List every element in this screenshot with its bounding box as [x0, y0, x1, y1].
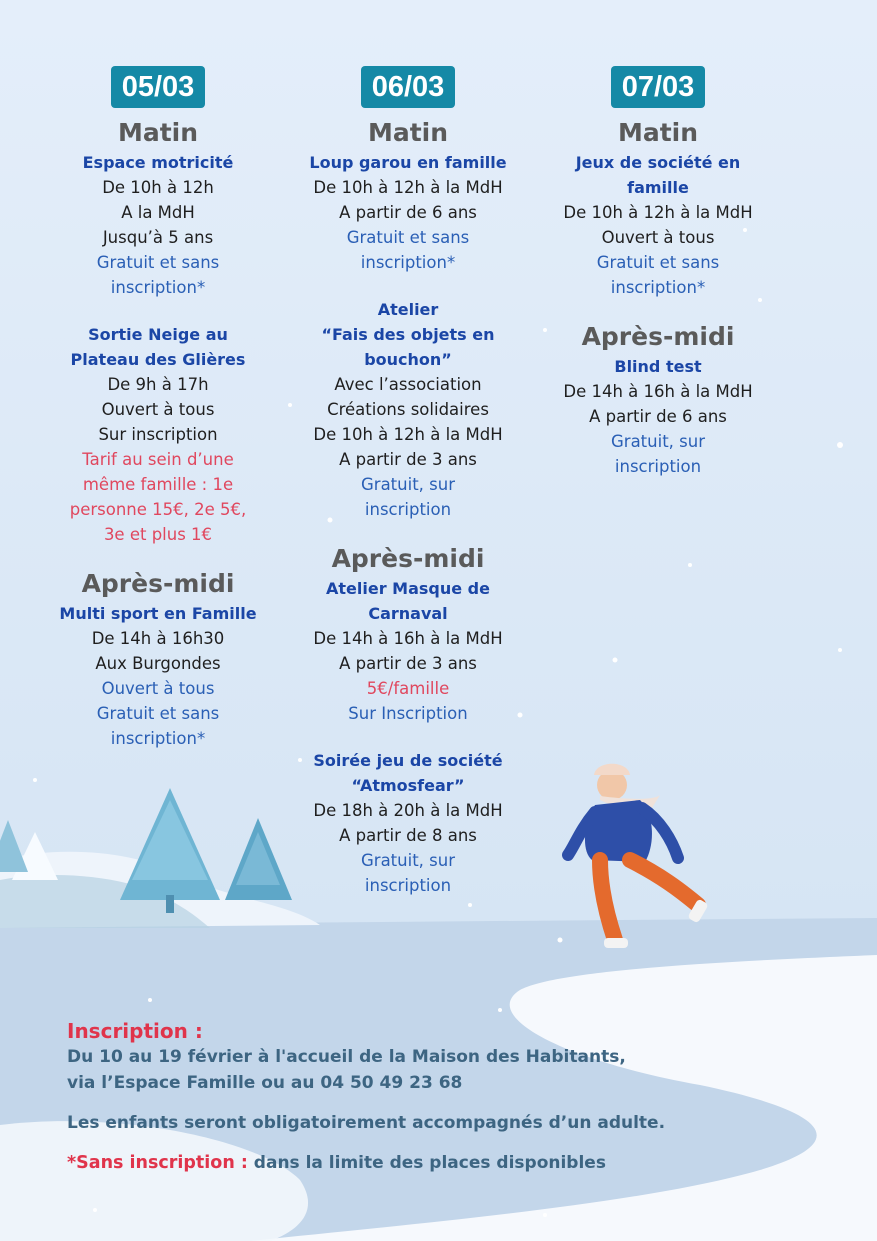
period-afternoon: Après-midi	[331, 544, 485, 573]
activity-age: Jusqu’à 5 ans	[102, 228, 214, 247]
activity-registration: Sur inscription	[98, 425, 218, 444]
activity-price: Gratuit et sans	[346, 228, 470, 247]
period-morning: Matin	[617, 118, 699, 147]
no-registration-label: *Sans inscription :	[67, 1153, 248, 1173]
inscription-dates: Du 10 au 19 février à l'accueil de la Maison des Habitants,	[67, 1047, 626, 1067]
activity-title: Multi sport en Famille	[59, 604, 257, 623]
activity-time: De 18h à 20h à la MdH	[313, 801, 503, 820]
activity-time: De 9h à 17h	[107, 375, 209, 394]
activity-espace-motricite	[38, 150, 278, 300]
activity-atelier-bouchon	[288, 297, 528, 522]
activity-registration: inscription	[614, 457, 702, 476]
activity-audience: Ouvert à tous	[101, 679, 215, 698]
activity-registration: inscription	[364, 876, 452, 895]
activity-price: Gratuit, sur	[361, 851, 455, 870]
activity-atmosfear	[288, 748, 528, 898]
activity-place: Aux Burgondes	[95, 654, 221, 673]
activity-price: 5€/famille	[366, 679, 450, 698]
activity-time: De 10h à 12h	[102, 178, 214, 197]
activity-price: Gratuit, sur	[361, 475, 455, 494]
activity-masque-carnaval	[288, 576, 528, 726]
activity-age: A partir de 6 ans	[589, 407, 727, 426]
activity-time: De 10h à 12h à la MdH	[563, 203, 753, 222]
activity-price: 3e et plus 1€	[103, 525, 213, 544]
activity-sortie-neige	[38, 322, 278, 547]
activity-blind-test	[538, 354, 778, 479]
activity-registration: inscription*	[110, 729, 206, 748]
activity-time: De 14h à 16h à la MdH	[313, 629, 503, 648]
activity-registration: inscription*	[110, 278, 206, 297]
activity-audience: Ouvert à tous	[101, 400, 215, 419]
no-registration-text: dans la limite des places disponibles	[253, 1153, 606, 1173]
activity-price: Gratuit et sans	[96, 704, 220, 723]
activity-partner: Avec l’association	[334, 375, 482, 394]
registration-info	[67, 1018, 847, 1176]
activity-time: De 10h à 12h à la MdH	[313, 425, 503, 444]
activity-title: Loup garou en famille	[309, 153, 507, 172]
activity-title: Sortie Neige au	[88, 325, 228, 344]
no-registration-note	[67, 1150, 847, 1176]
activity-title: Carnaval	[368, 604, 448, 623]
activity-price: même famille : 1e	[82, 475, 234, 494]
day-column-07-03	[538, 66, 778, 501]
accompany-note: Les enfants seront obligatoirement accompagnés d’un adulte.	[67, 1113, 666, 1133]
activity-title: Atelier	[377, 300, 439, 319]
activity-title: Espace motricité	[82, 153, 234, 172]
activity-jeux-societe	[538, 150, 778, 300]
day-column-05-03	[38, 66, 278, 773]
date-badge: 07/03	[611, 66, 706, 108]
activity-age: A partir de 3 ans	[339, 450, 477, 469]
day-column-06-03	[288, 66, 528, 920]
activity-age: A partir de 3 ans	[339, 654, 477, 673]
period-afternoon: Après-midi	[81, 569, 235, 598]
activity-title: “Fais des objets en	[321, 325, 495, 344]
period-morning: Matin	[367, 118, 449, 147]
date-badge: 06/03	[361, 66, 456, 108]
activity-age: A partir de 6 ans	[339, 203, 477, 222]
activity-title: Jeux de société en	[575, 153, 741, 172]
activity-title: bouchon”	[364, 350, 452, 369]
activity-price: Gratuit, sur	[611, 432, 705, 451]
activity-registration: inscription*	[610, 278, 706, 297]
activity-place: A la MdH	[121, 203, 195, 222]
activity-time: De 14h à 16h30	[91, 629, 225, 648]
activity-title: famille	[627, 178, 689, 197]
activity-title: Blind test	[614, 357, 702, 376]
activity-age: A partir de 8 ans	[339, 826, 477, 845]
inscription-contact: via l’Espace Famille ou au 04 50 49 23 68	[67, 1073, 463, 1093]
activity-audience: Ouvert à tous	[601, 228, 715, 247]
period-afternoon: Après-midi	[581, 322, 735, 351]
activity-title: Plateau des Glières	[70, 350, 246, 369]
date-badge: 05/03	[111, 66, 206, 108]
inscription-title: Inscription :	[67, 1019, 203, 1043]
activity-time: De 10h à 12h à la MdH	[313, 178, 503, 197]
activity-title: Atelier Masque de	[326, 579, 490, 598]
activity-price: personne 15€, 2e 5€,	[69, 500, 247, 519]
activity-registration: inscription	[364, 500, 452, 519]
activity-price: Tarif au sein d’une	[82, 450, 234, 469]
period-morning: Matin	[117, 118, 199, 147]
activity-multi-sport	[38, 601, 278, 751]
activity-title: “Atmosfear”	[351, 776, 465, 795]
activity-title: Soirée jeu de société	[313, 751, 503, 770]
activity-time: De 14h à 16h à la MdH	[563, 382, 753, 401]
activity-loup-garou	[288, 150, 528, 275]
activity-price: Gratuit et sans	[596, 253, 720, 272]
activity-registration: Sur Inscription	[348, 704, 468, 723]
activity-registration: inscription*	[360, 253, 456, 272]
activity-price: Gratuit et sans	[96, 253, 220, 272]
activity-partner: Créations solidaires	[327, 400, 489, 419]
